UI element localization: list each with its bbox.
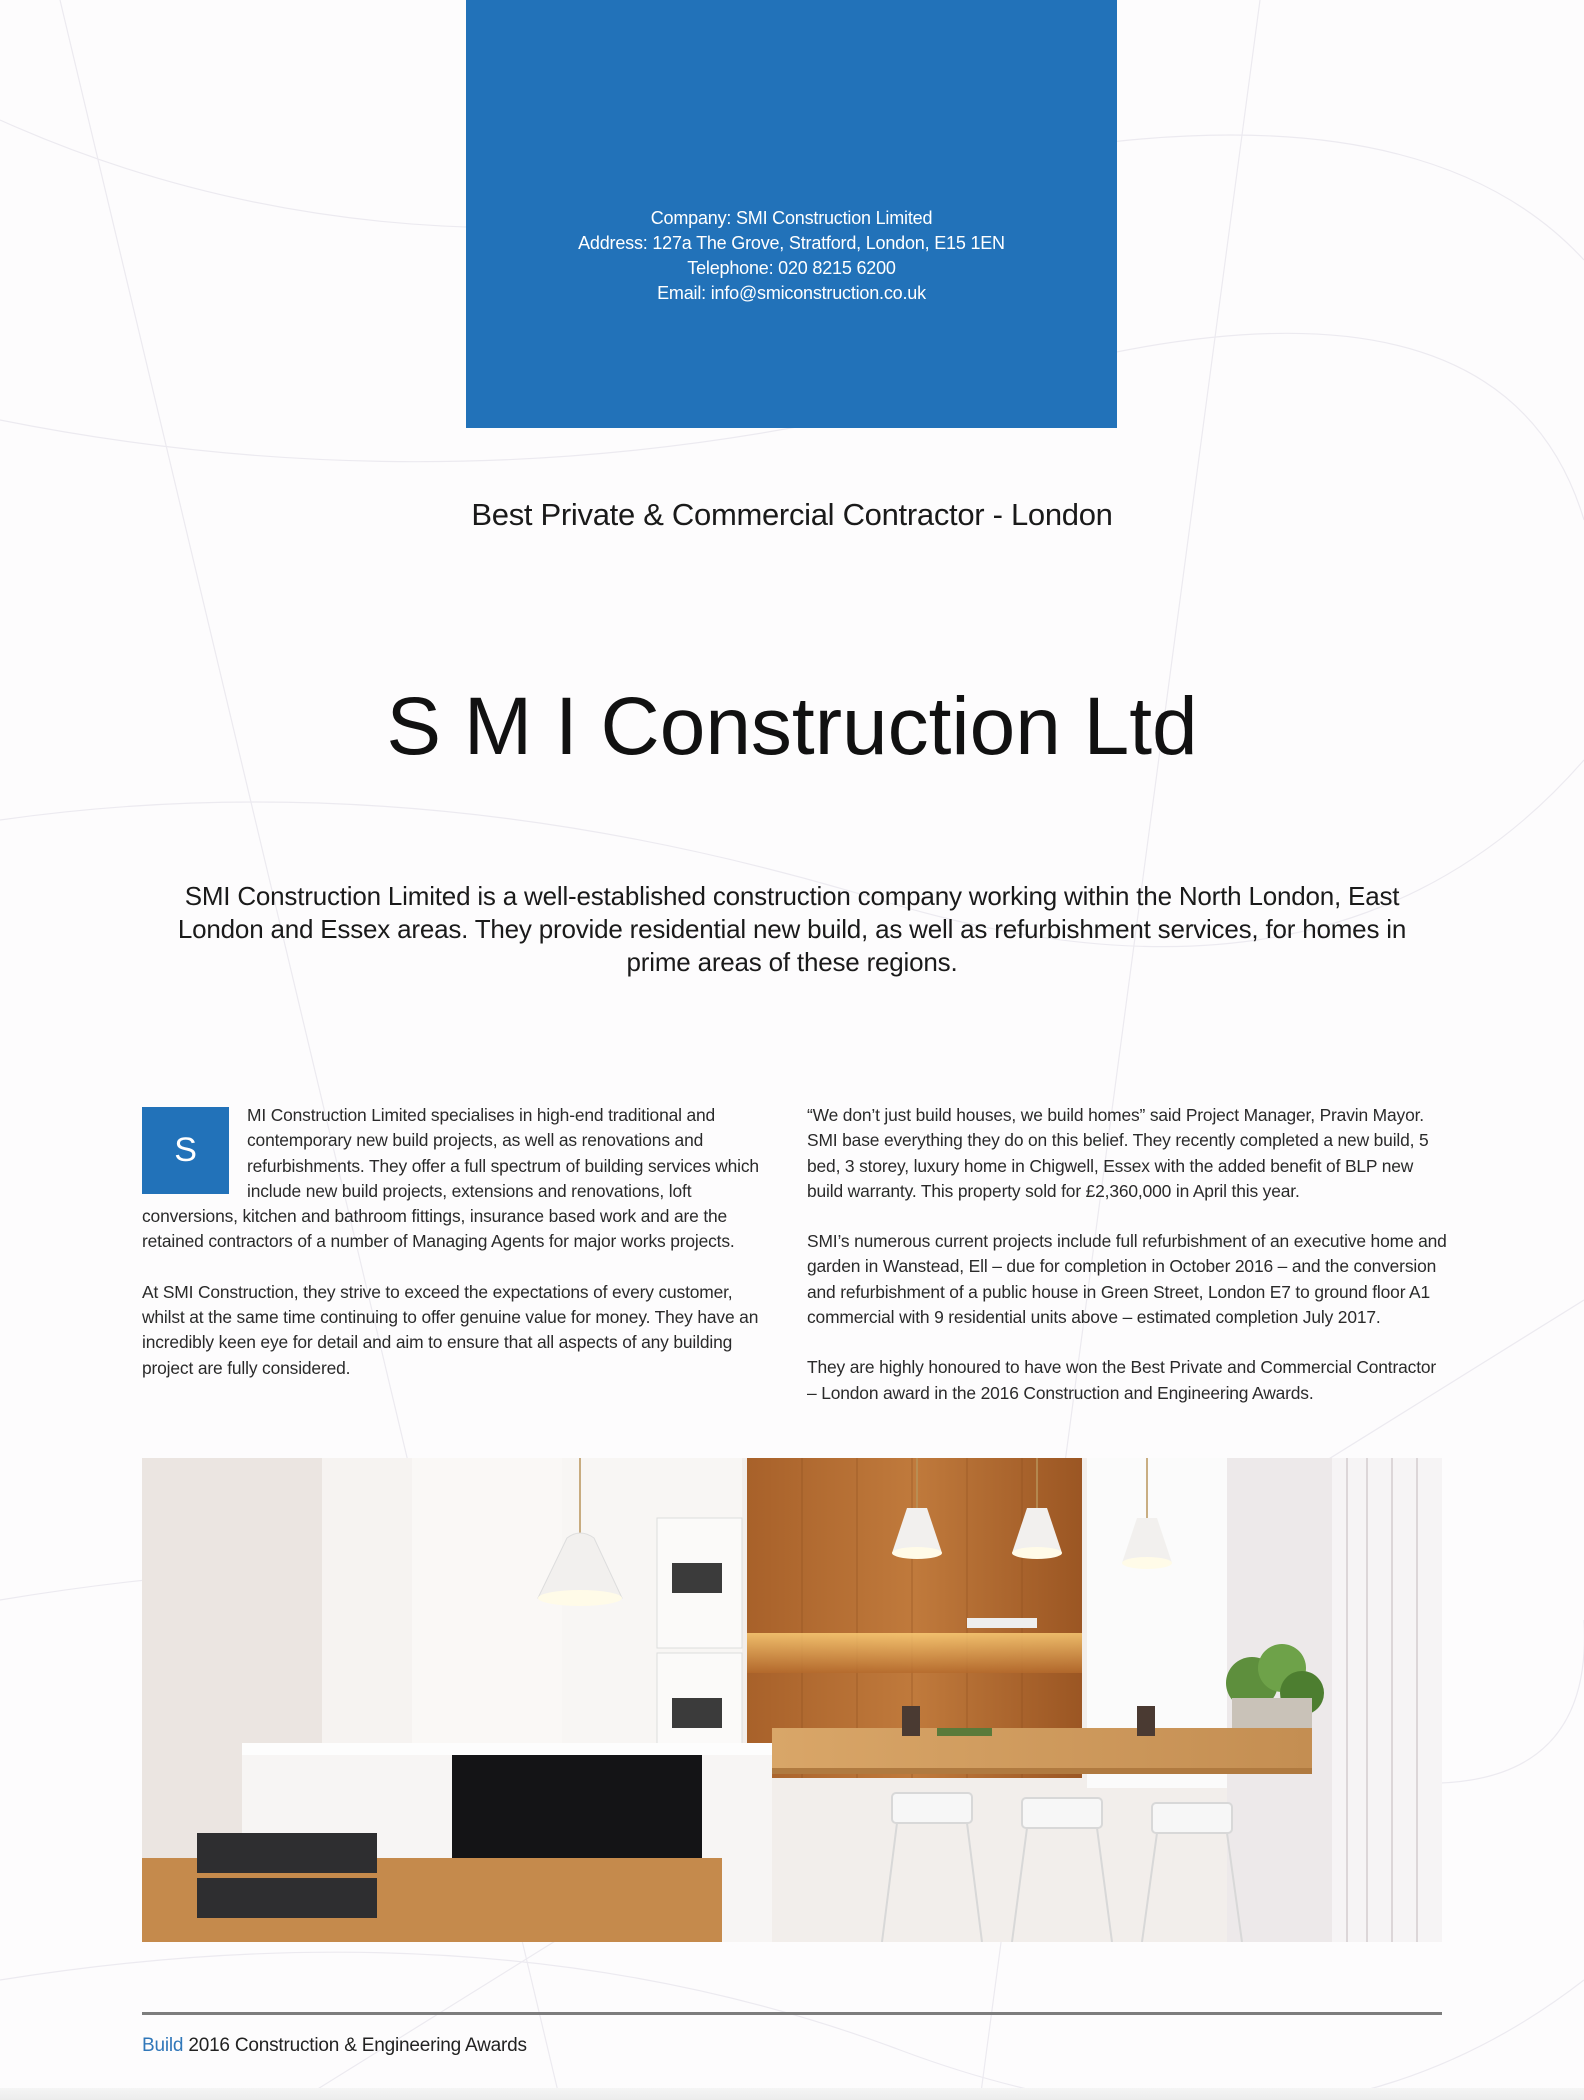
contact-lines: [466, 206, 1117, 306]
company-name-title: S M I Construction Ltd: [386, 681, 1198, 772]
kitchen-illustration: [142, 1458, 1442, 1942]
page-bottom-edge: [0, 2088, 1584, 2100]
right-paragraph-3: They are highly honoured to have won the Best Private and Commercial Contractor – London award in the 2016 Construction and Engineering Awards.: [807, 1357, 1437, 1403]
article-left-column: [142, 1103, 778, 1406]
contact-address: Address: 127a The Grove, Stratford, London, E15 1EN: [578, 233, 1005, 253]
contact-telephone: Telephone: 020 8215 6200: [687, 258, 896, 278]
footer-publication: 2016 Construction & Engineering Awards: [183, 2035, 527, 2056]
kitchen-photo: [142, 1458, 1442, 1942]
left-paragraph-1-text: MI Construction Limited specialises in high-end traditional and contemporary new build projects, as well as renovations and refurbishments. They offer a full spectrum of building services which include new build projects, extensions and renovations, loft conversions, kitchen and bathroom fittings, insurance based work and are the retained contractors of a number of Managing Agents for major works projects.: [142, 1105, 759, 1252]
contact-info-box: [466, 0, 1117, 428]
footer: [142, 2035, 527, 2057]
intro-paragraph: SMI Construction Limited is a well-established construction company working within the North London, East London and Essex areas. They provide residential new build, as well as refurbishment services, for homes in prime areas of these regions.: [177, 881, 1407, 977]
footer-brand: Build: [142, 2035, 184, 2056]
right-paragraph-2: SMI’s numerous current projects include full refurbishment of an executive home and garden in Wanstead, Ell – due for completion in October 2016 – and the conversion and refurbishment of a public house in Green Street, London E7 to ground floor A1 commercial with 9 residential units above – estimated completion July 2017.: [807, 1231, 1447, 1328]
drop-cap: S: [142, 1107, 229, 1194]
right-paragraph-1: “We don’t just build houses, we build homes” said Project Manager, Pravin Mayor. SMI base everything they do on this belief. They recently completed a new build, 5 bed, 3 storey, luxury home in Chigwell, Essex with the added benefit of BLP new build warranty. This property sold for £2,360,000 in April this year.: [807, 1105, 1429, 1201]
award-category-title: Best Private & Commercial Contractor - London: [471, 497, 1113, 532]
footer-divider: [142, 2012, 1442, 2015]
contact-company: Company: SMI Construction Limited: [650, 208, 933, 228]
contact-email: Email: info@smiconstruction.co.uk: [657, 283, 926, 303]
left-paragraph-1: [142, 1103, 778, 1255]
left-paragraph-2: At SMI Construction, they strive to exceed the expectations of every customer, whilst at the same time continuing to offer genuine value for money. They have an incredibly keen eye for detail and aim to ensure that all aspects of any building project are fully considered.: [142, 1281, 759, 1378]
article-right-column: [807, 1103, 1447, 1431]
